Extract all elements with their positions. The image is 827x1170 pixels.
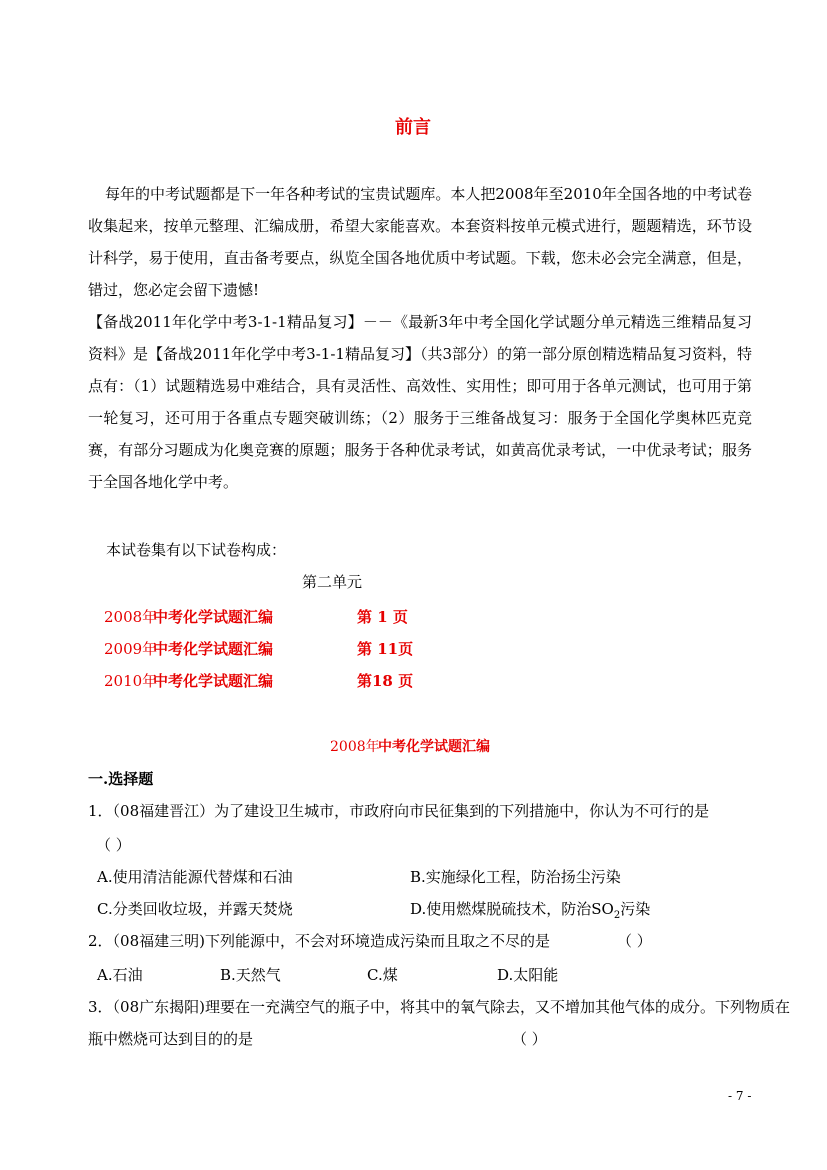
page-number: - 7 - <box>728 1089 752 1103</box>
question-1-option-b: B.实施绿化工程，防治扬尘污染 <box>410 868 621 886</box>
toc-year: 2009年 <box>104 640 158 658</box>
question-2-option-a: A.石油 <box>97 966 143 984</box>
preface-paragraph-1: 每年的中考试题都是下一年各种考试的宝贵试题库。本人把2008年至2010年全国各地的中考试卷收集起来，按单元整理、汇编成册，希望大家能喜欢。本套资料按单元模式进行，题题精选，环节设计科学，易于使用，直击备考要点，纵览全国各地优质中考试题。下载，您未必会完全满意，但是，错过，您必定会留下遗憾! <box>88 185 752 299</box>
toc-year: 2010年 <box>104 672 158 690</box>
question-2-blank: （ ） <box>617 932 652 950</box>
unit-heading: 第二单元 <box>302 573 363 591</box>
question-1-blank: （ ） <box>96 836 131 854</box>
preface-paragraph-2: 【备战2011年化学中考3-1-1精品复习】－－《最新3年中考全国化学试题分单元精选三维精品复习资料》是【备战2011年化学中考3-1-1精品复习】（共3部分）的第一部分原创精选精品复习资料，特点有：（1）试题精选易中难结合，具有灵活性、高效性、实用性；即可用于各单元测试，也可用于第一轮复习，还可用于各重点专题突破训练；（2）服务于三维备战复习：服务于全国化学奥林匹克竞赛，有部分习题成为化奥竞赛的原题；服务于各种优录考试，如黄高优录考试，一中优录考试；服务于全国各地化学中考。 <box>88 313 752 491</box>
toc-page: 第18 页 <box>357 672 414 690</box>
section-title: 中考化学试题汇编 <box>378 739 490 755</box>
question-2-option-b: B.天然气 <box>220 966 281 984</box>
toc-year: 2008年 <box>104 608 158 626</box>
question-2-option-c: C.煤 <box>367 966 398 984</box>
toc-title: 中考化学试题汇编 <box>153 608 274 626</box>
toc-title: 中考化学试题汇编 <box>153 640 274 658</box>
question-3-blank: （ ） <box>512 1030 547 1048</box>
question-1-stem: 1．（08福建晋江）为了建设卫生城市，市政府向市民征集到的下列措施中，你认为不可行的是 <box>88 802 710 820</box>
subscript-2: 2 <box>613 910 621 921</box>
toc-page: 第 11页 <box>357 640 414 658</box>
toc-page: 第 1 页 <box>357 608 408 626</box>
part-heading: 一.选择题 <box>88 770 154 788</box>
question-1-option-d <box>410 898 650 921</box>
question-2-option-d: D.太阳能 <box>497 966 559 984</box>
question-3-line-2: 瓶中燃烧可达到目的的是 <box>88 1030 254 1048</box>
toc-title: 中考化学试题汇编 <box>153 672 274 690</box>
question-3-stem: 3．（08广东揭阳)理要在一充满空气的瓶子中，将其中的氧气除去，又不增加其他气体的成分。下列物质在 <box>88 998 790 1016</box>
question-1-option-c: C.分类回收垃圾，并露天焚烧 <box>97 900 293 918</box>
question-2-stem: 2．（08福建三明)下列能源中，不会对环境造成污染而且取之不尽的是 <box>88 932 550 950</box>
option-d-suffix: 污染 <box>620 900 651 918</box>
toc-intro: 本试卷集有以下试卷构成： <box>106 541 287 559</box>
question-1-option-a: A.使用清洁能源代替煤和石油 <box>97 868 293 886</box>
page-title: 前言 <box>395 117 431 138</box>
option-d-text: D.使用燃煤脱硫技术，防治SO <box>410 900 614 918</box>
section-year: 2008年 <box>330 739 380 755</box>
